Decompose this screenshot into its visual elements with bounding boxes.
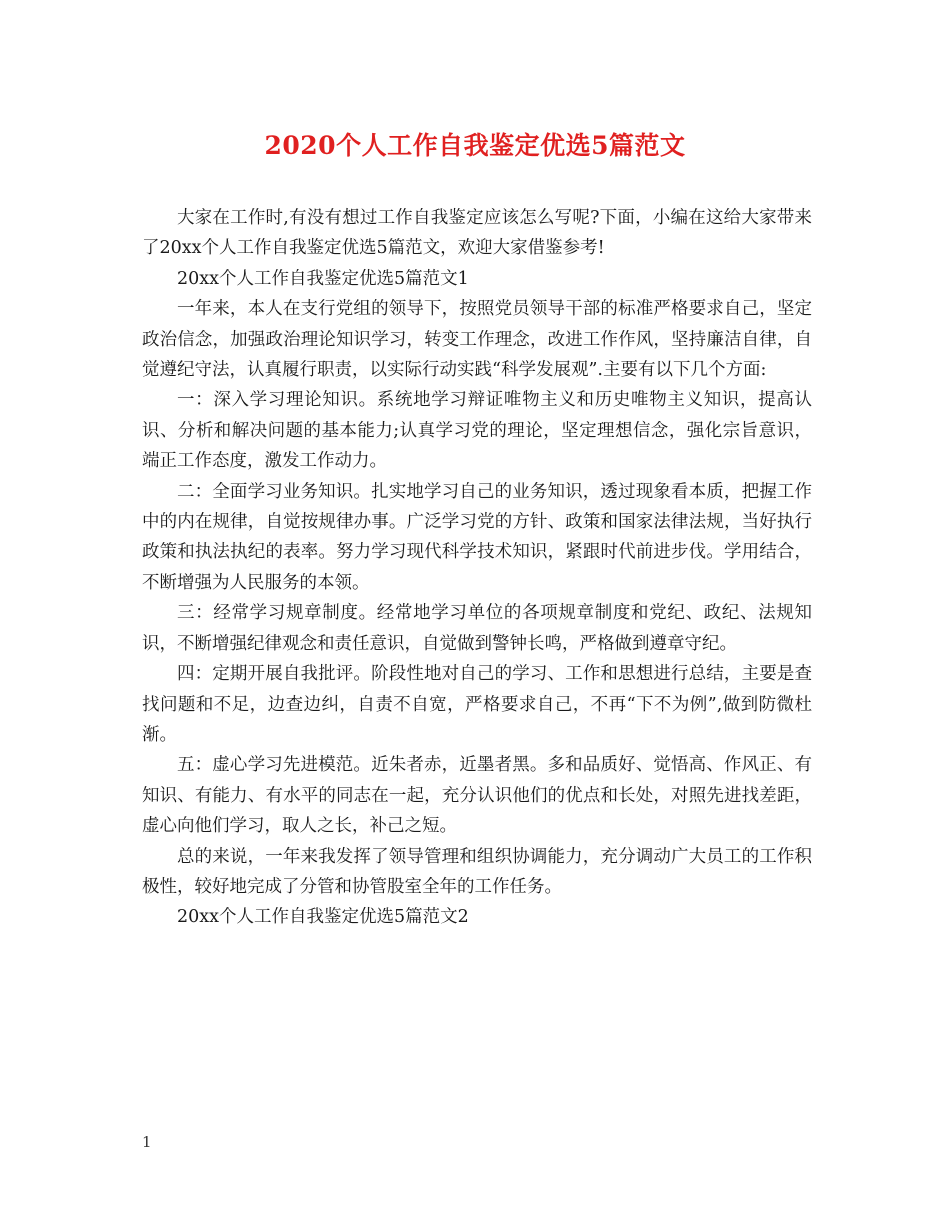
- paragraph-point-2: 二：全面学习业务知识。扎实地学习自己的业务知识，透过现象看本质，把握工作中的内在规律，自觉按规律办事。广泛学习党的方针、政策和国家法律法规，当好执行政策和执法执纪的表率。努力学习现代科学技术知识，紧跟时代前进步伐。学用结合，不断增强为人民服务的本领。: [142, 481, 812, 593]
- paragraph-point-4: 四：定期开展自我批评。阶段性地对自己的学习、工作和思想进行总结，主要是查找问题和不足，边查边纠，自责不自宽，严格要求自己，不再“下不为例”,做到防微杜渐。: [142, 664, 812, 745]
- paragraph-section-heading-1: 20xx个人工作自我鉴定优选5篇范文1: [177, 268, 469, 289]
- paragraph-conclusion: 总的来说，一年来我发挥了领导管理和组织协调能力，充分调动广大员工的工作积极性，较好地完成了分管和协管股室全年的工作任务。: [142, 846, 812, 897]
- page-number: 1: [142, 1133, 152, 1151]
- paragraph-summary-opening: 一年来，本人在支行党组的领导下，按照党员领导干部的标准严格要求自己，坚定政治信念，加强政治理论知识学习，转变工作理念，改进工作作风，坚持廉洁自律，自觉遵纪守法，认真履行职责，以实际行动实践“科学发展观”.主要有以下几个方面:: [142, 299, 812, 381]
- document-title: 2020个人工作自我鉴定优选5篇范文: [264, 131, 686, 160]
- paragraph-intro: 大家在工作时,有没有想过工作自我鉴定应该怎么写呢?下面，小编在这给大家带来了20xx个人工作自我鉴定优选5篇范文，欢迎大家借鉴参考!: [142, 208, 812, 259]
- paragraph-section-heading-2: 20xx个人工作自我鉴定优选5篇范文2: [177, 907, 469, 928]
- document-body: [142, 203, 812, 933]
- paragraph-point-1: 一：深入学习理论知识。系统地学习辩证唯物主义和历史唯物主义知识，提高认识、分析和解决问题的基本能力;认真学习党的理论，坚定理想信念，强化宗旨意识，端正工作态度，激发工作动力。: [142, 390, 812, 472]
- paragraph-point-5: 五：虚心学习先进模范。近朱者赤，近墨者黑。多和品质好、觉悟高、作风正、有知识、有能力、有水平的同志在一起，充分认识他们的优点和长处，对照先进找差距，虚心向他们学习，取人之长，补己之短。: [142, 755, 812, 837]
- paragraph-point-3: 三：经常学习规章制度。经常地学习单位的各项规章制度和党纪、政纪、法规知识，不断增强纪律观念和责任意识，自觉做到警钟长鸣，严格做到遵章守纪。: [142, 603, 812, 654]
